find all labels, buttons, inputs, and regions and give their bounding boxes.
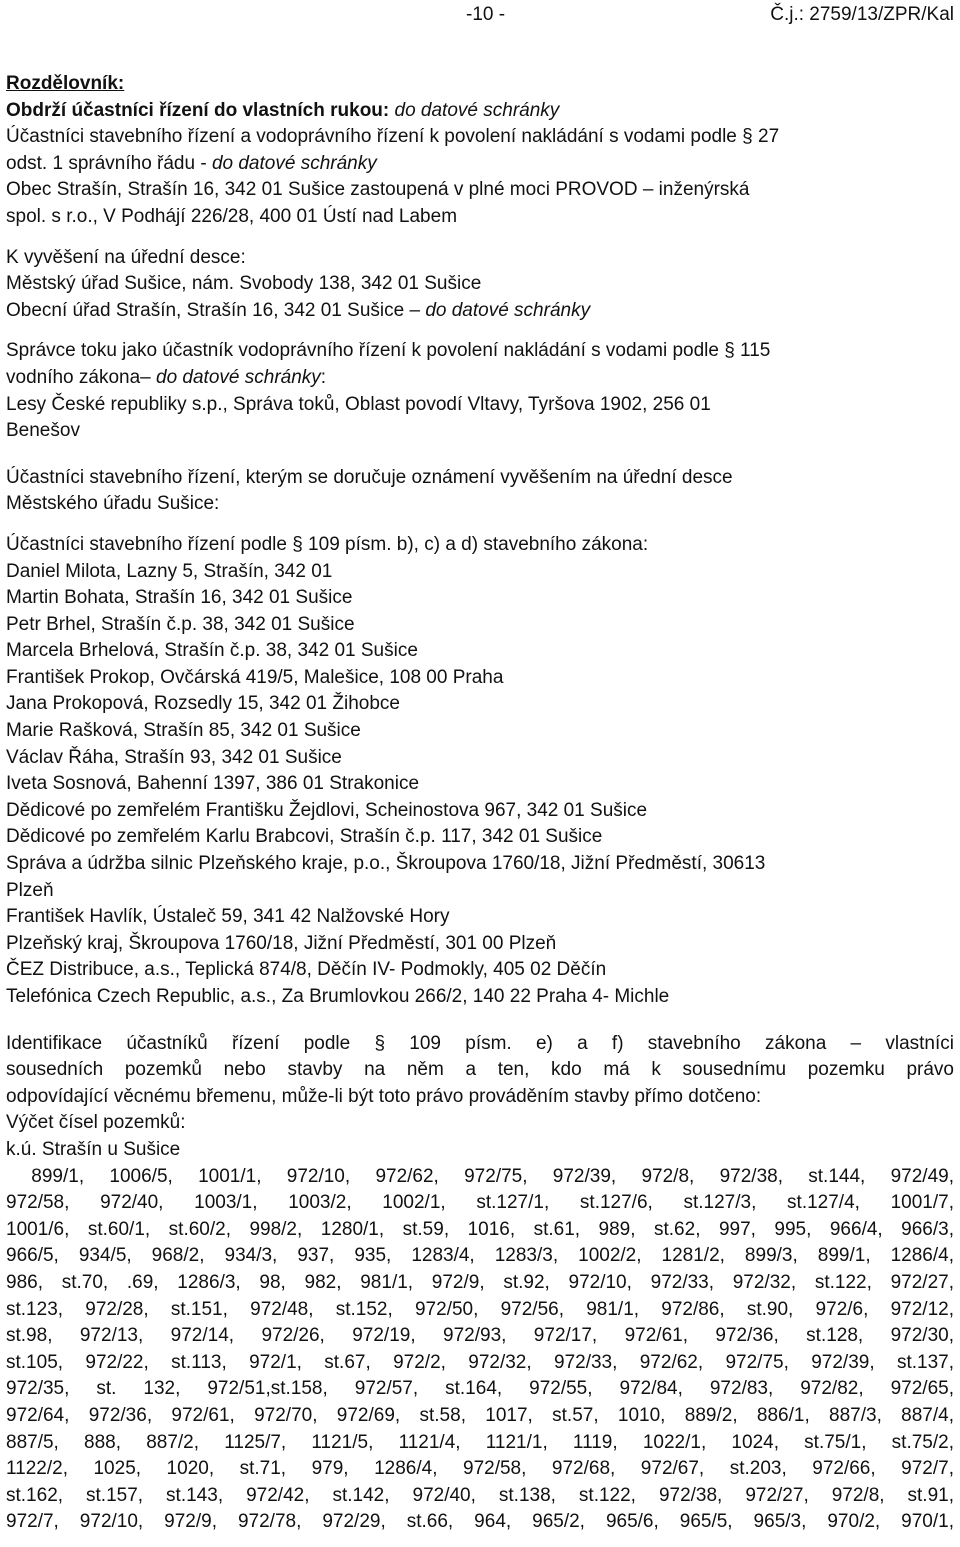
parcel-line: 986, st.70, .69, 1286/3, 98, 982, 981/1, 972/9, st.92, 972/10, 972/33, 972/32, st.122, 972/27, — [6, 1271, 954, 1293]
spacer — [6, 445, 954, 465]
page-number: -10 - — [466, 4, 506, 25]
river-admin-line-2-text: vodního zákona– — [6, 366, 157, 388]
list-item: Martin Bohata, Strašín 16, 342 01 Sušice — [6, 587, 353, 609]
list-item: Dědicové po zemřelém Karlu Brabcovi, Strašín č.p. 117, 342 01 Sušice — [6, 826, 603, 848]
section-109ef-line-1: Identifikace účastníků řízení podle § 109 písm. e) a f) stavebního zákona – vlastníci — [6, 1032, 954, 1054]
list-item: Telefónica Czech Republic, a.s., Za Brumlovkou 266/2, 140 22 Praha 4- Michle — [6, 986, 670, 1007]
list-item: Správa a údržba silnic Plzeňského kraje, p.o., Škroupova 1760/18, Jižní Předměstí, 30613 — [6, 853, 766, 875]
parcel-line: st.162, st.157, st.143, 972/42, st.142, 972/40, st.138, st.122, 972/38, 972/27, 972/8, st.91, — [6, 1484, 954, 1506]
parcel-list — [6, 1164, 954, 1536]
river-admin-line-1: Správce toku jako účastník vodoprávního řízení k povolení nakládání s vodami podle § 115 — [6, 340, 771, 362]
list-item: Václav Řáha, Strašín 93, 342 01 Sušice — [6, 746, 342, 768]
river-admin-line-2 — [6, 365, 954, 392]
parcel-line: st.105, 972/22, st.113, 972/1, st.67, 972/2, 972/32, 972/33, 972/62, 972/75, 972/39, st.137, — [6, 1351, 954, 1373]
parcel-line: st.123, 972/28, st.151, 972/48, st.152, 972/50, 972/56, 981/1, 972/86, st.90, 972/6, 972/12, — [6, 1298, 954, 1320]
list-item: Plzeňský kraj, Škroupova 1760/18, Jižní Předměstí, 301 00 Plzeň — [6, 932, 557, 954]
public-notice-line-1: Účastníci stavebního řízení, kterým se doručuje oznámení vyvěšením na úřední desce — [6, 466, 733, 488]
list-item: Iveta Sosnová, Bahenní 1397, 386 01 Strakonice — [6, 773, 420, 795]
spacer — [6, 1011, 954, 1031]
distribution-title: Rozdělovník: — [6, 73, 125, 94]
list-item: Plzeň — [6, 879, 54, 901]
recipients-heading-italic: do datové schránky — [389, 99, 560, 121]
recipients-heading-bold: Obdrží účastníci řízení do vlastních rukou: — [6, 99, 390, 121]
cadastral-area: k.ú. Strašín u Sušice — [6, 1138, 181, 1160]
spacer — [6, 231, 954, 245]
parcel-line: st.98, 972/13, 972/14, 972/26, 972/19, 972/93, 972/17, 972/61, 972/36, st.128, 972/30, — [6, 1325, 954, 1347]
parcel-line: 972/58, 972/40, 1003/1, 1003/2, 1002/1, st.127/1, st.127/6, st.127/3, st.127/4, 1001/7, — [6, 1192, 954, 1214]
notice-board-line-2-italic: do datové schránky — [425, 299, 591, 321]
spacer — [6, 324, 954, 338]
document-body — [6, 71, 954, 1536]
parcel-line: 1001/6, st.60/1, st.60/2, 998/2, 1280/1, st.59, 1016, st.61, 989, st.62, 997, 995, 966/4, 966/3, — [6, 1218, 954, 1240]
list-item: Marcela Brhelová, Strašín č.p. 38, 342 01 Sušice — [6, 640, 418, 662]
river-admin-line-3: Lesy České republiky s.p., Správa toků, Oblast povodí Vltavy, Tyršova 1902, 256 01 — [6, 393, 711, 415]
river-admin-line-2-colon: : — [320, 366, 327, 388]
recipients-heading — [6, 98, 954, 125]
participants-list — [6, 559, 954, 1011]
reference-number: Č.j.: 2759/13/ZPR/Kal — [770, 4, 954, 25]
participants-line-2 — [6, 151, 954, 178]
river-admin-line-4: Benešov — [6, 420, 80, 442]
parcel-line: 966/5, 934/5, 968/2, 934/3, 937, 935, 1283/4, 1283/3, 1002/2, 1281/2, 899/3, 899/1, 1286/4, — [6, 1245, 954, 1267]
participants-line-4: spol. s r.o., V Podhájí 226/28, 400 01 Ústí nad Labem — [6, 205, 458, 227]
participants-line-2-text: odst. 1 správního řádu - — [6, 152, 212, 174]
list-item: Daniel Milota, Lazny 5, Strašín, 342 01 — [6, 560, 333, 582]
parcel-line: 887/5, 888, 887/2, 1125/7, 1121/5, 1121/4, 1121/1, 1119, 1022/1, 1024, st.75/1, st.75/2, — [6, 1431, 954, 1453]
list-item: Petr Brhel, Strašín č.p. 38, 342 01 Sušice — [6, 613, 355, 635]
list-item: František Havlík, Ústaleč 59, 341 42 Nalžovské Hory — [6, 906, 450, 928]
parcel-line: 1122/2, 1025, 1020, st.71, 979, 1286/4, 972/58, 972/68, 972/67, st.203, 972/66, 972/7, — [6, 1458, 954, 1480]
spacer — [6, 518, 954, 532]
participants-line-1: Účastníci stavebního řízení a vodoprávního řízení k povolení nakládání s vodami podle § 27 — [6, 126, 780, 148]
list-item: Jana Prokopová, Rozsedly 15, 342 01 Žihobce — [6, 693, 400, 715]
list-item: Marie Rašková, Strašín 85, 342 01 Sušice — [6, 720, 361, 742]
notice-board-line-2-text: Obecní úřad Strašín, Strašín 16, 342 01 Sušice – — [6, 299, 426, 321]
parcel-line: 972/35, st. 132, 972/51,st.158, 972/57, st.164, 972/55, 972/84, 972/83, 972/82, 972/65, — [6, 1378, 954, 1400]
public-notice-line-2: Městského úřadu Sušice: — [6, 493, 220, 515]
list-item: ČEZ Distribuce, a.s., Teplická 874/8, Děčín IV- Podmokly, 405 02 Děčín — [6, 959, 607, 981]
participants-line-2-italic: do datové schránky — [211, 152, 377, 174]
list-item: František Prokop, Ovčárská 419/5, Malešice, 108 00 Praha — [6, 666, 504, 688]
notice-board-line-1: Městský úřad Sušice, nám. Svobody 138, 342 01 Sušice — [6, 273, 482, 295]
list-item: Dědicové po zemřelém Františku Žejdlovi, Scheinostova 967, 342 01 Sušice — [6, 799, 648, 821]
parcels-heading: Výčet čísel pozemků: — [6, 1112, 186, 1134]
parcel-line: 899/1, 1006/5, 1001/1, 972/10, 972/62, 972/75, 972/39, 972/8, 972/38, st.144, 972/49, — [6, 1165, 954, 1187]
river-admin-line-2-italic: do datové schránky — [156, 366, 321, 388]
page-header — [0, 4, 960, 28]
parcel-line: 972/7, 972/10, 972/9, 972/78, 972/29, st.66, 964, 965/2, 965/6, 965/5, 965/3, 970/2, 970/1, — [6, 1511, 954, 1533]
section-109bcd-heading: Účastníci stavebního řízení podle § 109 písm. b), c) a d) stavebního zákona: — [6, 533, 649, 555]
notice-board-line-2 — [6, 298, 954, 325]
section-109ef-line-2: sousedních pozemků nebo stavby na něm a ten, kdo má k sousednímu pozemku právo — [6, 1059, 954, 1081]
participants-line-3: Obec Strašín, Strašín 16, 342 01 Sušice zastoupená v plné moci PROVOD – inženýrská — [6, 179, 750, 201]
parcel-line: 972/64, 972/36, 972/61, 972/70, 972/69, st.58, 1017, st.57, 1010, 889/2, 886/1, 887/3, 887/4, — [6, 1404, 954, 1426]
notice-board-heading: K vyvěšení na úřední desce: — [6, 246, 246, 268]
section-109ef-line-3: odpovídající věcnému břemenu, může-li být toto právo prováděním stavby přímo dotčeno: — [6, 1085, 762, 1107]
